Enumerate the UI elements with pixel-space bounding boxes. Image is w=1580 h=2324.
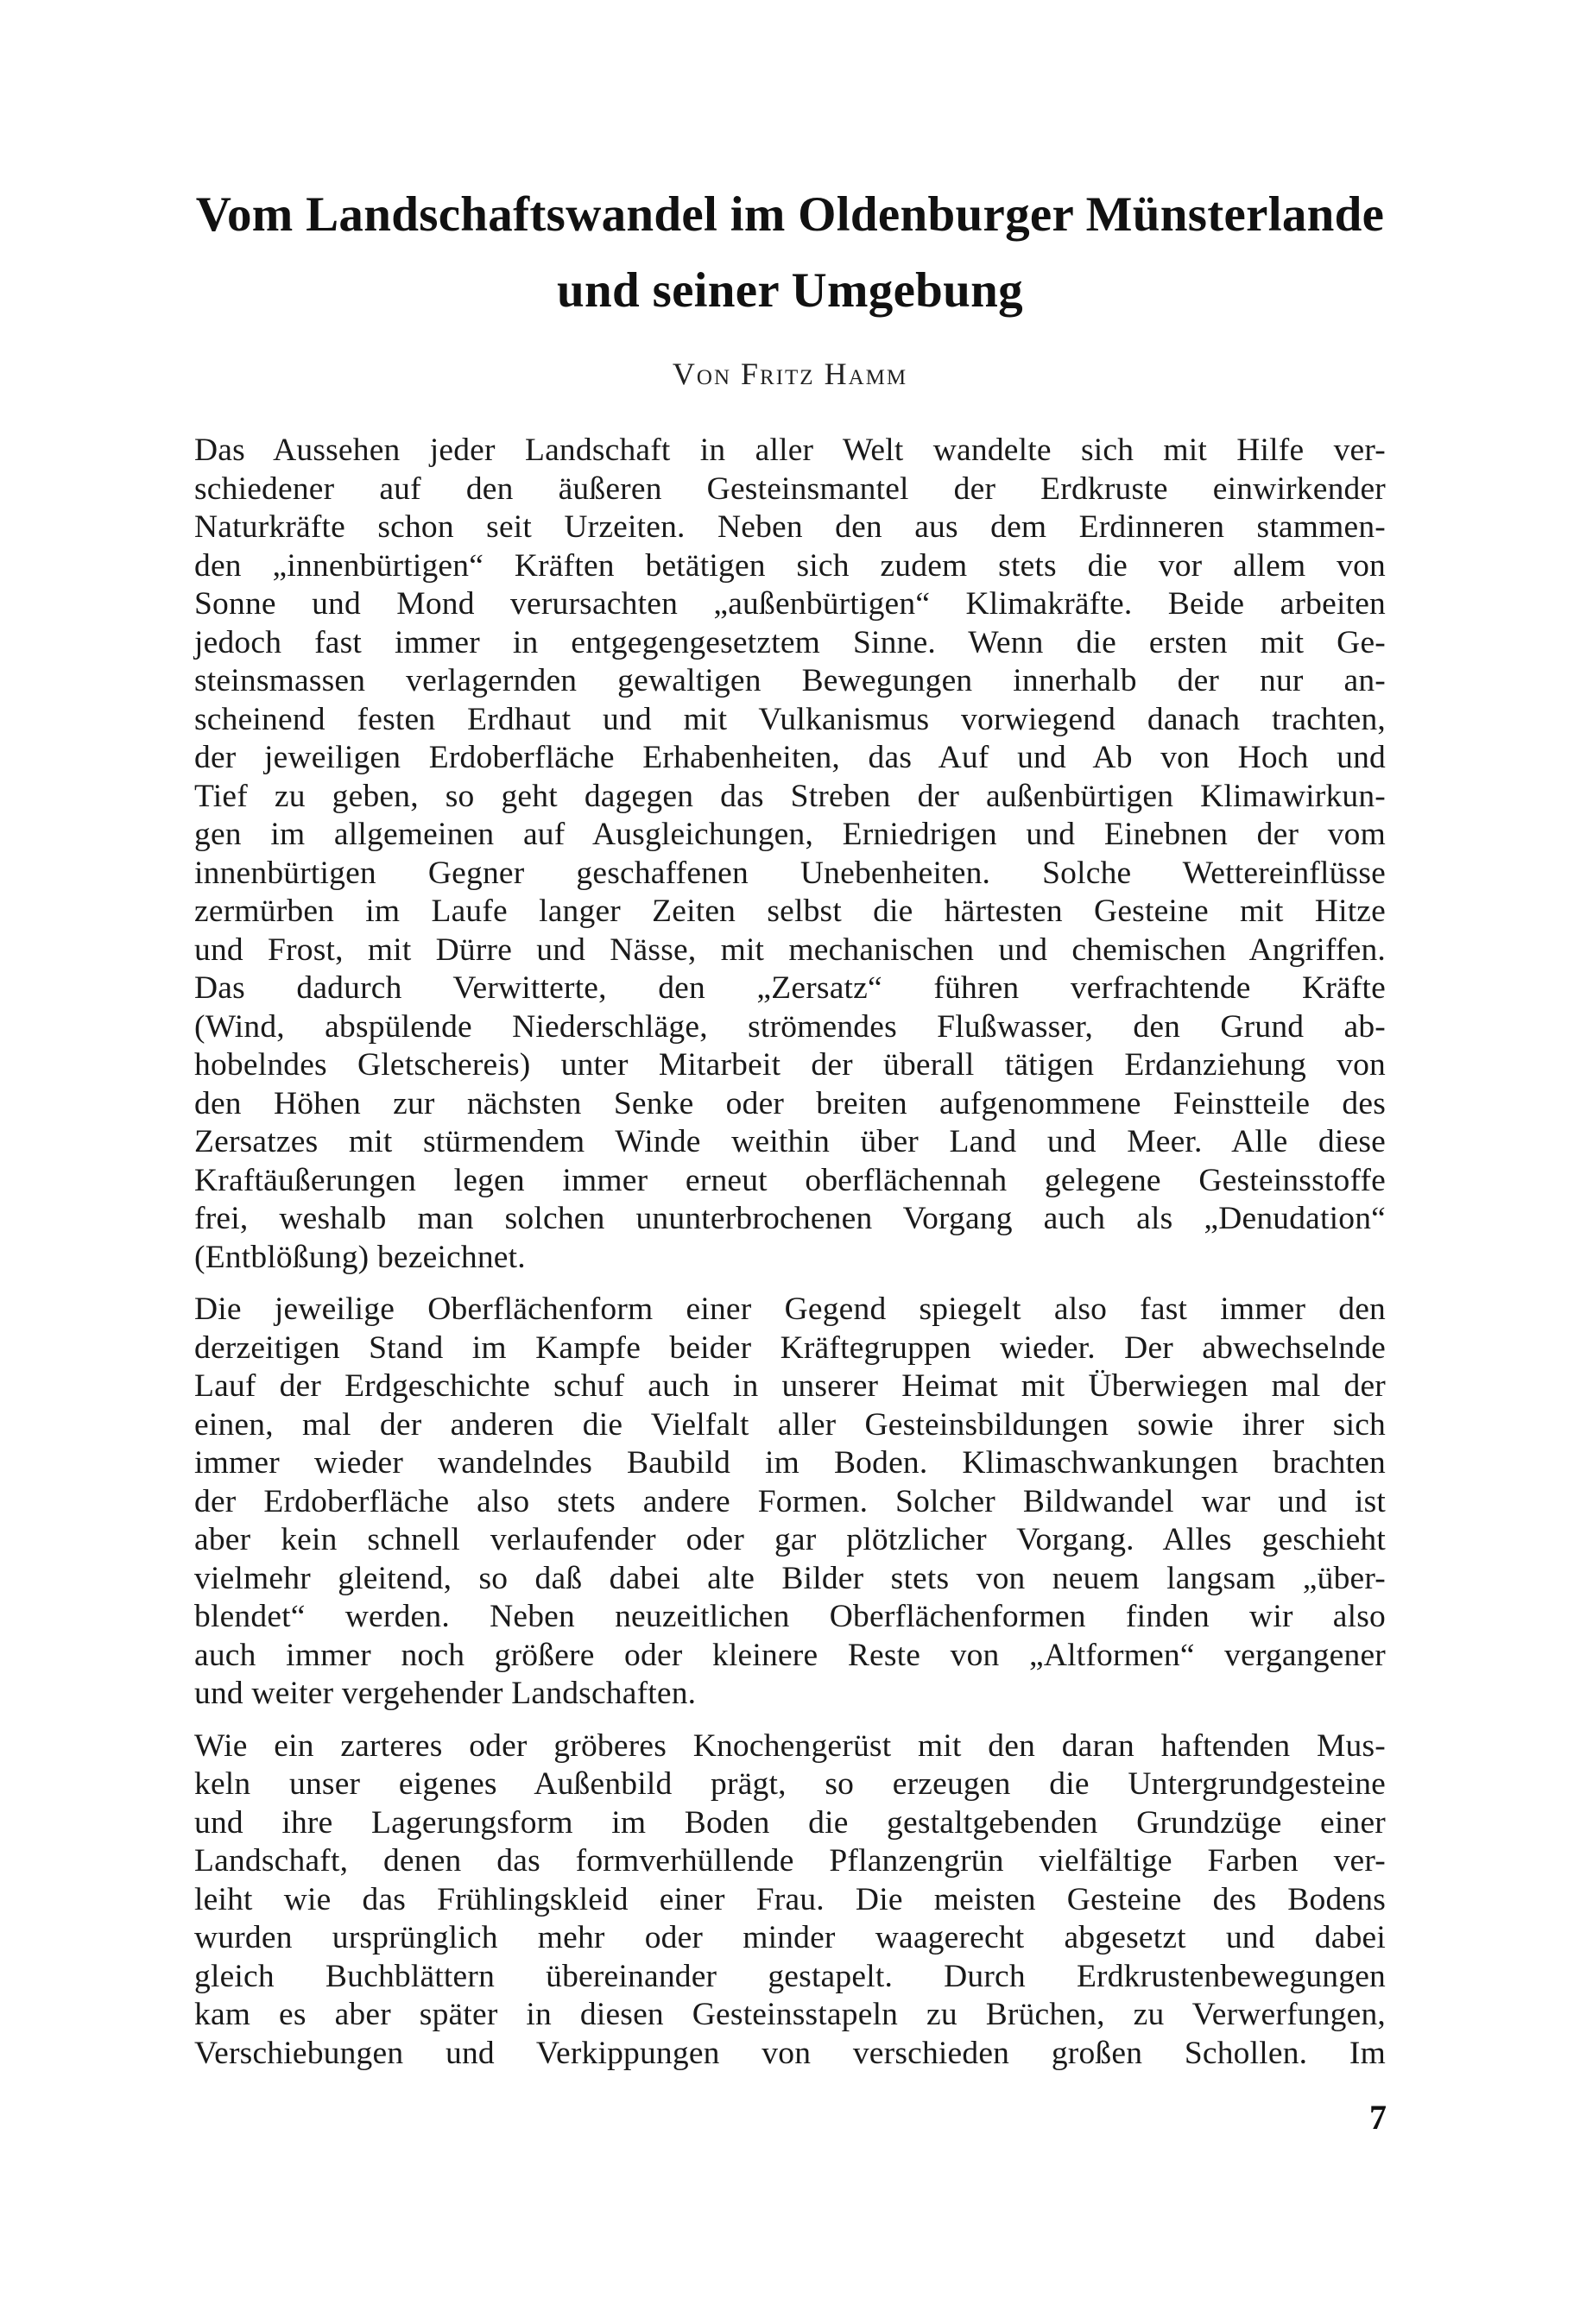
text-line: aber kein schnell verlaufender oder gar plötzlicher Vorgang. Alles geschieht — [194, 1522, 1386, 1557]
text-line: leiht wie das Frühlingskleid einer Frau. Die meisten Gesteine des Bodens — [194, 1881, 1386, 1917]
text-line: den Höhen zur nächsten Senke oder breiten aufgenommene Feinstteile des — [194, 1085, 1386, 1121]
text-line: steinsmassen verlagernden gewaltigen Bewegungen innerhalb der nur an- — [194, 663, 1386, 698]
text-line: vielmehr gleitend, so daß dabei alte Bilder stets von neuem langsam „über- — [194, 1560, 1386, 1596]
text-line: und ihre Lagerungsform im Boden die gestaltgebenden Grundzüge einer — [194, 1804, 1386, 1841]
text-line: jedoch fast immer in entgegengesetztem Sinne. Wenn die ersten mit Ge- — [194, 624, 1386, 660]
text-line: Kraftäußerungen legen immer erneut oberflächennah gelegene Gesteinsstoffe — [194, 1162, 1386, 1198]
text-line: den „innenbürtigen“ Kräften betätigen sich zudem stets die vor allem von — [194, 547, 1386, 584]
text-line: und Frost, mit Dürre und Nässe, mit mechanischen und chemischen Angriffen. — [194, 931, 1386, 968]
text-line: wurden ursprünglich mehr oder minder waagerecht abgesetzt und dabei — [194, 1920, 1386, 1955]
text-line: Landschaft, denen das formverhüllende Pflanzengrün vielfältige Farben ver- — [194, 1843, 1386, 1879]
author-byline: Von Fritz Hamm — [672, 357, 908, 391]
text-line: hobelndes Gletschereis) unter Mitarbeit der überall tätigen Erdanziehung von — [194, 1047, 1386, 1083]
text-line: kam es aber später in diesen Gesteinsstapeln zu Brüchen, zu Verwerfungen, — [194, 1997, 1386, 2032]
text-line: (Wind, abspülende Niederschläge, strömendes Flußwasser, den Grund ab- — [194, 1008, 1386, 1045]
paragraph-1 — [194, 432, 1386, 1277]
text-line: Die jeweilige Oberflächenform einer Gegend spiegelt also fast immer den — [194, 1291, 1386, 1327]
text-line: Naturkräfte schon seit Urzeiten. Neben den aus dem Erdinneren stammen- — [194, 509, 1386, 545]
text-line: immer wieder wandelndes Baubild im Boden. Klimaschwankungen brachten — [194, 1445, 1386, 1481]
text-line: keln unser eigenes Außenbild prägt, so erzeugen die Untergrundgesteine — [194, 1766, 1386, 1802]
text-line: gleich Buchblättern übereinander gestapelt. Durch Erdkrustenbewegungen — [194, 1958, 1386, 1994]
text-line: (Entblößung) bezeichnet. — [194, 1239, 526, 1275]
text-line: Zersatzes mit stürmendem Winde weithin über Land und Meer. Alle diese — [194, 1124, 1386, 1159]
text-line: Lauf der Erdgeschichte schuf auch in unserer Heimat mit Überwiegen mal der — [194, 1368, 1386, 1404]
text-line: Wie ein zarteres oder gröberes Knochengerüst mit den daran haftenden Mus- — [194, 1727, 1386, 1764]
paragraph-2 — [194, 1291, 1386, 1714]
page-number: 7 — [1369, 2098, 1387, 2137]
text-line: der jeweiligen Erdoberfläche Erhabenheiten, das Auf und Ab von Hoch und — [194, 740, 1386, 775]
text-line: frei, weshalb man solchen ununterbrochenen Vorgang auch als „Denudation“ — [194, 1201, 1386, 1236]
text-line: Das dadurch Verwitterte, den „Zersatz“ führen verfrachtende Kräfte — [194, 970, 1386, 1006]
text-line: derzeitigen Stand im Kampfe beider Kräftegruppen wieder. Der abwechselnde — [194, 1329, 1386, 1366]
text-line: gen im allgemeinen auf Ausgleichungen, Erniedrigen und Einebnen der vom — [194, 817, 1386, 852]
text-line: innenbürtigen Gegner geschaffenen Unebenheiten. Solche Wettereinflüsse — [194, 855, 1386, 891]
text-line: blendet“ werden. Neben neuzeitlichen Oberflächenformen finden wir also — [194, 1599, 1386, 1634]
text-line: schiedener auf den äußeren Gesteinsmantel der Erdkruste einwirkender — [194, 470, 1386, 507]
text-line: scheinend festen Erdhaut und mit Vulkanismus vorwiegend danach trachten, — [194, 701, 1386, 737]
article-title — [0, 177, 1580, 329]
title-line-1: Vom Landschaftswandel im Oldenburger Münsterlande — [195, 187, 1385, 242]
text-line: und weiter vergehender Landschaften. — [194, 1676, 697, 1711]
text-line: Tief zu geben, so geht dagegen das Streben der außenbürtigen Klimawirkun- — [194, 778, 1386, 814]
article-body — [194, 432, 1386, 2080]
text-line: auch immer noch größere oder kleinere Reste von „Altformen“ vergangener — [194, 1637, 1386, 1673]
text-line: einen, mal der anderen die Vielfalt aller Gesteinsbildungen sowie ihrer sich — [194, 1406, 1386, 1443]
paragraph-3 — [194, 1727, 1386, 2074]
text-line: Das Aussehen jeder Landschaft in aller Welt wandelte sich mit Hilfe ver- — [194, 433, 1386, 468]
title-line-2: und seiner Umgebung — [557, 263, 1023, 318]
text-line: der Erdoberfläche also stets andere Formen. Solcher Bildwandel war und ist — [194, 1483, 1386, 1519]
text-line: Sonne und Mond verursachten „außenbürtigen“ Klimakräfte. Beide arbeiten — [194, 586, 1386, 622]
text-line: zermürben im Laufe langer Zeiten selbst die härtesten Gesteine mit Hitze — [194, 894, 1386, 929]
text-line: Verschiebungen und Verkippungen von verschieden großen Schollen. Im — [194, 2035, 1386, 2071]
